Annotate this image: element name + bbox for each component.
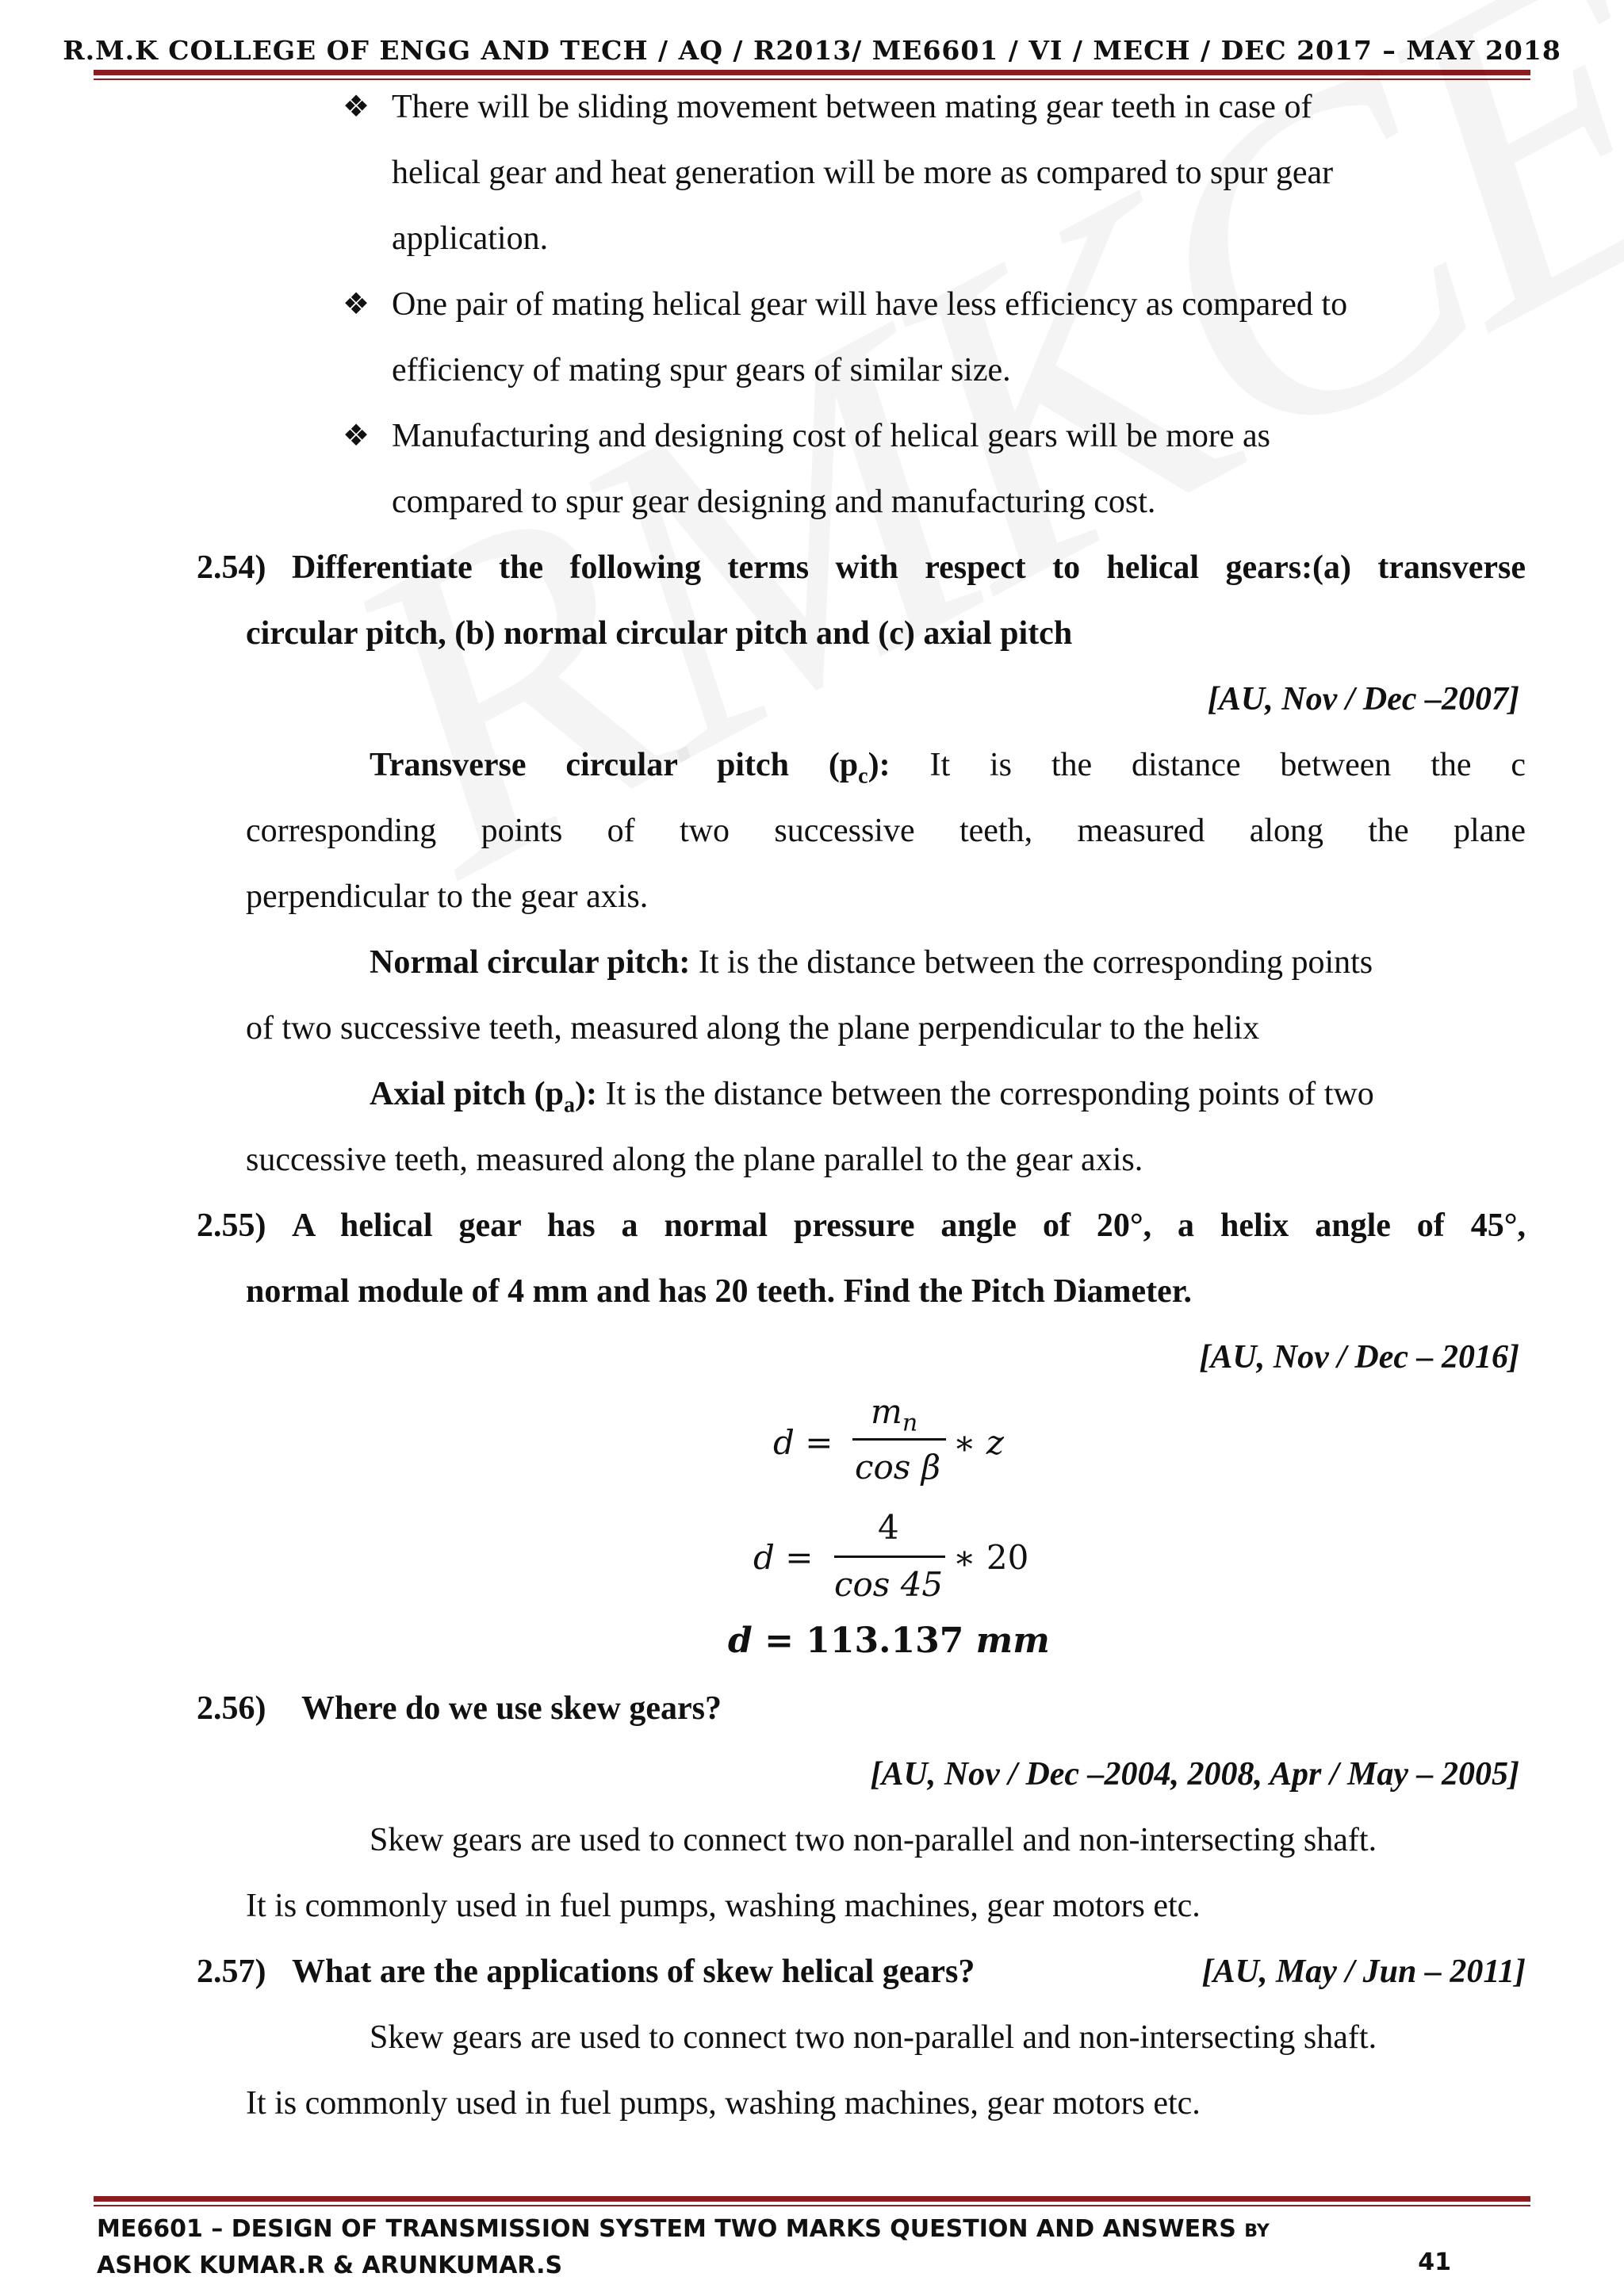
eq1-numerator xyxy=(871,1392,917,1437)
eq1-lhs: d = xyxy=(773,1423,833,1462)
page-header: R.M.K COLLEGE OF ENGG AND TECH / AQ / R2013/ ME6601 / VI / MECH / DEC 2017 – MAY 2018 xyxy=(63,35,1561,66)
question-2-56-text: Where do we use skew gears? xyxy=(301,1690,722,1727)
question-number: 2.55) xyxy=(197,1207,266,1244)
eq2-lhs: d = xyxy=(753,1538,814,1577)
question-2-54-line-1: Differentiate the following terms with respect to helical gears:(a) transverse xyxy=(292,549,1526,586)
footer-line-1 xyxy=(97,2215,1270,2243)
footer-course-title: ME6601 – DESIGN OF TRANSMISSION SYSTEM TWO MARKS QUESTION AND ANSWERS xyxy=(97,2215,1236,2243)
transverse-pitch-line-1 xyxy=(370,745,1526,796)
numerator-subscript: n xyxy=(902,1409,918,1437)
question-reference: [AU, Nov / Dec – 2016] xyxy=(1199,1339,1519,1376)
footer-rule-thin xyxy=(94,2205,1530,2206)
definition-text: It is the distance between the c xyxy=(929,747,1526,783)
eq1-rhs: ∗ z xyxy=(953,1423,1005,1462)
axial-pitch-line-2: successive teeth, measured along the plane parallel to the gear axis. xyxy=(246,1142,1143,1178)
answer-2-56-line-1: Skew gears are used to connect two non-parallel and non-intersecting shaft. xyxy=(370,1822,1377,1858)
eq3-result xyxy=(728,1621,1050,1661)
axial-pitch-line-1 xyxy=(370,1074,1374,1125)
eq2-rhs: ∗ 20 xyxy=(953,1538,1029,1577)
numerator-base: m xyxy=(871,1392,902,1431)
bullet-1-line-1: There will be sliding movement between mating gear teeth in case of xyxy=(392,89,1312,125)
question-2-57-text: What are the applications of skew helical gears? xyxy=(292,1954,975,1990)
result-variable: d xyxy=(728,1621,753,1661)
result-equals: = xyxy=(764,1621,794,1661)
term-close: ): xyxy=(868,747,891,783)
footer-rule-thick xyxy=(94,2196,1530,2202)
bullet-icon: ❖ xyxy=(343,419,370,453)
answer-2-56-line-2: It is commonly used in fuel pumps, washing machines, gear motors etc. xyxy=(246,1888,1201,1924)
term-normal-circular-pitch: Normal circular pitch: xyxy=(370,944,691,981)
term-transverse-circular-pitch xyxy=(370,747,891,789)
question-2-54-line-2: circular pitch, (b) normal circular pitch and (c) axial pitch xyxy=(246,615,1073,652)
question-number: 2.54) xyxy=(197,549,266,586)
term-text: Transverse circular pitch (p xyxy=(370,747,859,783)
term-text: Axial pitch (p xyxy=(370,1076,565,1112)
transverse-pitch-line-3: perpendicular to the gear axis. xyxy=(246,878,649,915)
term-subscript: a xyxy=(564,1093,576,1118)
normal-pitch-line-1 xyxy=(370,943,1373,982)
term-subscript: c xyxy=(858,763,868,789)
eq1-fraction-bar xyxy=(852,1438,946,1441)
answer-2-57-line-1: Skew gears are used to connect two non-parallel and non-intersecting shaft. xyxy=(370,2019,1377,2056)
bullet-2-line-1: One pair of mating helical gear will have less efficiency as compared to xyxy=(392,286,1348,323)
definition-text: It is the distance between the corresponding points of two xyxy=(605,1076,1374,1112)
term-close: ): xyxy=(575,1076,598,1112)
question-2-55-line-1: A helical gear has a normal pressure angle of 20°, a helix angle of 45°, xyxy=(292,1207,1526,1244)
normal-pitch-line-2: of two successive teeth, measured along the plane perpendicular to the helix xyxy=(246,1010,1260,1047)
question-number: 2.57) xyxy=(197,1954,266,1990)
question-reference: [AU, May / Jun – 2011] xyxy=(1201,1954,1526,1990)
eq1-denominator: cos β xyxy=(855,1448,940,1487)
bullet-3-line-1: Manufacturing and designing cost of helical gears will be more as xyxy=(392,418,1270,454)
question-number: 2.56) xyxy=(197,1690,266,1727)
question-2-55-line-2: normal module of 4 mm and has 20 teeth. Find the Pitch Diameter. xyxy=(246,1273,1193,1310)
bullet-1-line-2: helical gear and heat generation will be more as compared to spur gear xyxy=(392,155,1334,191)
bullet-2-line-2: efficiency of mating spur gears of similar size. xyxy=(392,352,1011,388)
footer-authors: ASHOK KUMAR.R & ARUNKUMAR.S xyxy=(97,2252,563,2279)
bullet-3-line-2: compared to spur gear designing and manufacturing cost. xyxy=(392,484,1156,520)
result-unit: mm xyxy=(975,1621,1050,1661)
bullet-icon: ❖ xyxy=(343,288,370,321)
question-reference: [AU, Nov / Dec –2007] xyxy=(1207,681,1519,718)
question-reference: [AU, Nov / Dec –2004, 2008, Apr / May – 2005] xyxy=(870,1756,1519,1793)
transverse-pitch-line-2: corresponding points of two successive teeth, measured along the plane xyxy=(246,813,1526,849)
footer-by: BY xyxy=(1244,2221,1270,2241)
header-rule-thick xyxy=(94,70,1530,75)
bullet-icon: ❖ xyxy=(343,90,370,124)
eq2-fraction-bar xyxy=(834,1556,945,1558)
bullet-1-line-3: application. xyxy=(392,220,549,257)
page-number: 41 xyxy=(1418,2248,1451,2276)
header-rule-thin xyxy=(94,78,1530,80)
result-value: 113.137 xyxy=(806,1621,964,1661)
eq2-denominator: cos 45 xyxy=(834,1565,944,1604)
eq2-numerator: 4 xyxy=(878,1508,899,1547)
term-axial-pitch xyxy=(370,1076,598,1118)
answer-2-57-line-2: It is commonly used in fuel pumps, washing machines, gear motors etc. xyxy=(246,2085,1201,2122)
definition-text: It is the distance between the corresponding points xyxy=(698,944,1373,981)
